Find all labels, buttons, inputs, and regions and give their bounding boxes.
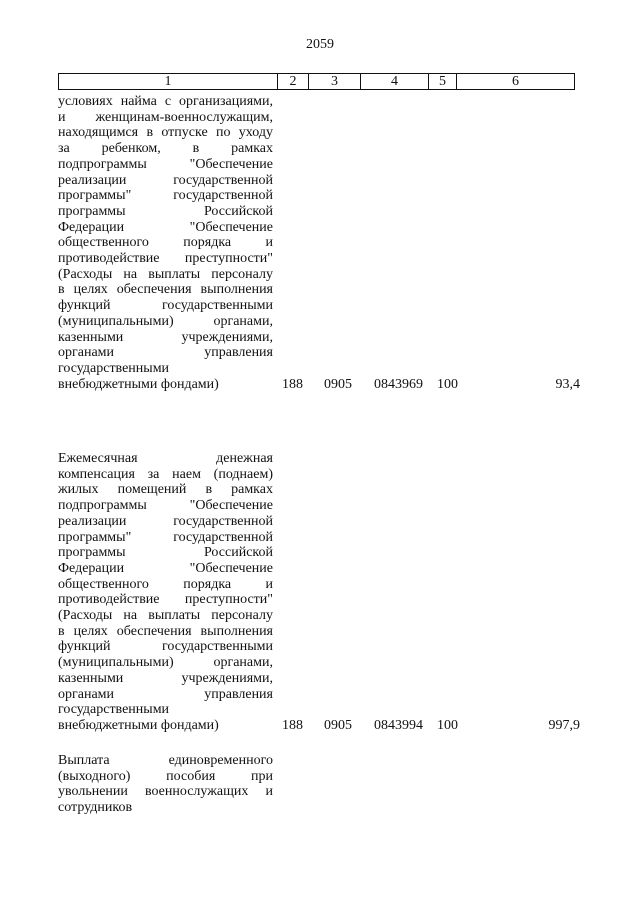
desc-line: программы Российской: [58, 203, 273, 219]
desc-line: реализации государственной: [58, 513, 273, 529]
expense-type-code: 100: [437, 376, 458, 392]
desc-line: подпрограммы "Обеспечение: [58, 156, 273, 172]
table-header: [58, 73, 575, 90]
desc-line: (выходного) пособия при: [58, 768, 273, 784]
desc-line: программы Российской: [58, 545, 273, 561]
desc-line: общественного порядка и: [58, 576, 273, 592]
desc-line: компенсация за наем (поднаем): [58, 466, 273, 482]
desc-line: (Расходы на выплаты персоналу: [58, 266, 273, 282]
page-number: 2059: [306, 37, 334, 52]
desc-line: Выплата единовременного: [58, 753, 273, 768]
desc-line: реализации государственной: [58, 172, 273, 188]
desc-line: программы" государственной: [58, 188, 273, 204]
table-row: [58, 94, 640, 392]
desc-line: государственными: [58, 702, 170, 718]
desc-line: (муниципальными) органами,: [58, 655, 273, 671]
desc-line: Федерации "Обеспечение: [58, 560, 273, 576]
header-col-3: 3: [309, 74, 361, 90]
desc-line: находящимся в отпуске по уходу: [58, 125, 273, 141]
desc-line: функций государственными: [58, 298, 273, 314]
expense-type-code: 100: [437, 717, 458, 733]
desc-line: условиях найма с организациями,: [58, 94, 273, 109]
desc-line: органами управления: [58, 345, 273, 361]
desc-line: и женщинам-военнослужащим,: [58, 109, 273, 125]
desc-line: противодействие преступности": [58, 251, 273, 267]
row-description: [58, 753, 273, 816]
desc-line: общественного порядка и: [58, 235, 273, 251]
section-code: 0905: [324, 717, 352, 733]
desc-line: жилых помещений в рамках: [58, 482, 273, 498]
ministry-code: 188: [282, 717, 303, 733]
target-code: 0843969: [374, 376, 423, 392]
section-code: 0905: [324, 376, 352, 392]
desc-line: за ребенком, в рамках: [58, 141, 273, 157]
desc-line: сотрудников: [58, 800, 133, 816]
row-description: [58, 94, 273, 392]
header-col-4: 4: [361, 74, 429, 90]
target-code: 0843994: [374, 717, 423, 733]
table-row: [58, 451, 640, 734]
desc-line: Федерации "Обеспечение: [58, 219, 273, 235]
desc-line: в целях обеспечения выполнения: [58, 282, 273, 298]
desc-line: внебюджетными фондами): [58, 717, 219, 733]
desc-line: подпрограммы "Обеспечение: [58, 498, 273, 514]
desc-line: внебюджетными фондами): [58, 376, 219, 392]
ministry-code: 188: [282, 376, 303, 392]
header-col-1: 1: [59, 74, 278, 90]
desc-line: функций государственными: [58, 639, 273, 655]
desc-line: казенными учреждениями,: [58, 329, 273, 345]
header-col-5: 5: [429, 74, 457, 90]
amount: 997,9: [548, 717, 580, 733]
desc-line: программы" государственной: [58, 529, 273, 545]
desc-line: Ежемесячная денежная: [58, 451, 273, 466]
desc-line: органами управления: [58, 686, 273, 702]
desc-line: в целях обеспечения выполнения: [58, 623, 273, 639]
amount: 93,4: [555, 376, 580, 392]
desc-line: (муниципальными) органами,: [58, 313, 273, 329]
desc-line: противодействие преступности": [58, 592, 273, 608]
desc-line: (Расходы на выплаты персоналу: [58, 608, 273, 624]
table-row: [58, 753, 640, 816]
header-col-6: 6: [457, 74, 575, 90]
desc-line: увольнении военнослужащих и: [58, 784, 273, 800]
header-col-2: 2: [278, 74, 309, 90]
desc-line: государственными: [58, 360, 170, 376]
row-description: [58, 451, 273, 734]
desc-line: казенными учреждениями,: [58, 670, 273, 686]
